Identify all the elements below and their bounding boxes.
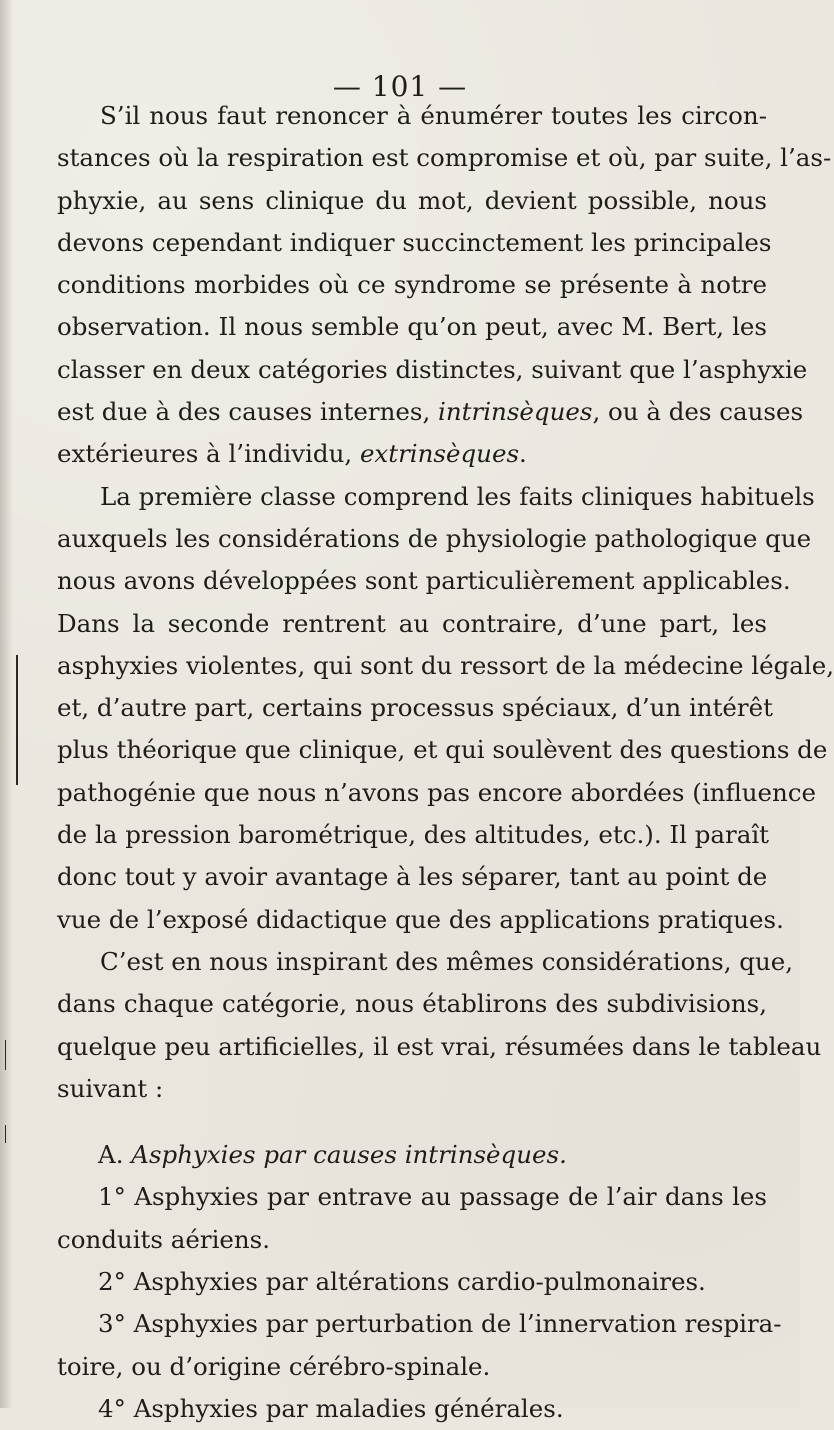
section-gap xyxy=(57,1110,767,1134)
paragraph-line: pathogénie que nous n’avons pas encore abordées (influence xyxy=(57,777,817,807)
list-item: 4° Asphyxies par maladies générales. xyxy=(98,1393,564,1423)
paragraph-line: et, d’autre part, certains processus spéciaux, d’un intérêt xyxy=(57,693,773,723)
paragraph-line: S’il nous faut renoncer à énumérer toutes les circon- xyxy=(100,101,767,130)
text-segment: extérieures à l’individu, xyxy=(57,439,360,469)
margin-mark xyxy=(5,1125,6,1143)
list-item: 3° Asphyxies par perturbation de l’innervation respira- xyxy=(98,1309,782,1339)
paragraph-line: observation. Il nous semble qu’on peut, avec M. Bert, les xyxy=(57,312,767,342)
list-item: 1° Asphyxies par entrave au passage de l’air dans les xyxy=(98,1182,767,1212)
paragraph-line: asphyxies violentes, qui sont du ressort de la médecine légale, xyxy=(57,650,834,680)
text-segment: , ou à des causes xyxy=(592,397,804,427)
paragraph-line: quelque peu artificielles, il est vrai, résumées dans le tableau xyxy=(57,1031,822,1061)
paragraph-line xyxy=(57,433,767,475)
paragraph-line: La première classe comprend les faits cliniques habituels xyxy=(100,481,815,511)
paragraph-line xyxy=(57,391,804,433)
margin-mark xyxy=(16,655,18,785)
section-heading xyxy=(57,1134,767,1176)
paragraph-line: suivant : xyxy=(57,1073,164,1103)
list-item-continuation: toire, ou d’origine cérébro-spinale. xyxy=(57,1351,491,1381)
paragraph-line: stances où la respiration est compromise et où, par suite, l’as- xyxy=(57,143,832,173)
document-body xyxy=(57,95,834,1430)
paragraph-line: conditions morbides où ce syndrome se présente à notre xyxy=(57,270,767,300)
section-label: A. xyxy=(98,1140,132,1170)
page-number: — 101 — xyxy=(332,70,468,103)
paragraph-line: classer en deux catégories distinctes, suivant que l’asphyxie xyxy=(57,354,808,384)
text-segment: est due à des causes internes, xyxy=(57,397,439,427)
paragraph-line: C’est en nous inspirant des mêmes considérations, que, xyxy=(100,946,794,976)
list-item-continuation: conduits aériens. xyxy=(57,1224,271,1254)
paragraph-line: donc tout y avoir avantage à les séparer, tant au point de xyxy=(57,862,768,892)
paragraph-line: plus théorique que clinique, et qui soulèvent des questions de xyxy=(57,735,828,765)
paragraph-line: nous avons développées sont particulièrement applicables. xyxy=(57,566,791,596)
text-segment: . xyxy=(519,439,527,469)
page-left-edge xyxy=(0,0,12,1408)
paragraph-line: vue de l’exposé didactique que des applications pratiques. xyxy=(57,904,784,934)
italic-term: extrinsèques xyxy=(359,439,520,469)
paragraph-line: de la pression barométrique, des altitudes, etc.). Il paraît xyxy=(57,820,770,850)
paragraph-line: dans chaque catégorie, nous établirons des subdivisions, xyxy=(57,989,767,1019)
italic-term: intrinsèques xyxy=(438,397,593,427)
paragraph-line: Dans la seconde rentrent au contraire, d’une part, les xyxy=(57,608,767,638)
paragraph-line: auxquels les considérations de physiologie pathologique que xyxy=(57,523,812,553)
section-title: Asphyxies par causes intrinsèques. xyxy=(131,1140,567,1170)
margin-mark xyxy=(5,1040,6,1070)
list-item: 2° Asphyxies par altérations cardio-pulmonaires. xyxy=(98,1267,706,1297)
paragraph-line: devons cependant indiquer succinctement les principales xyxy=(57,227,772,257)
paragraph-line: phyxie, au sens clinique du mot, devient possible, nous xyxy=(57,185,767,215)
